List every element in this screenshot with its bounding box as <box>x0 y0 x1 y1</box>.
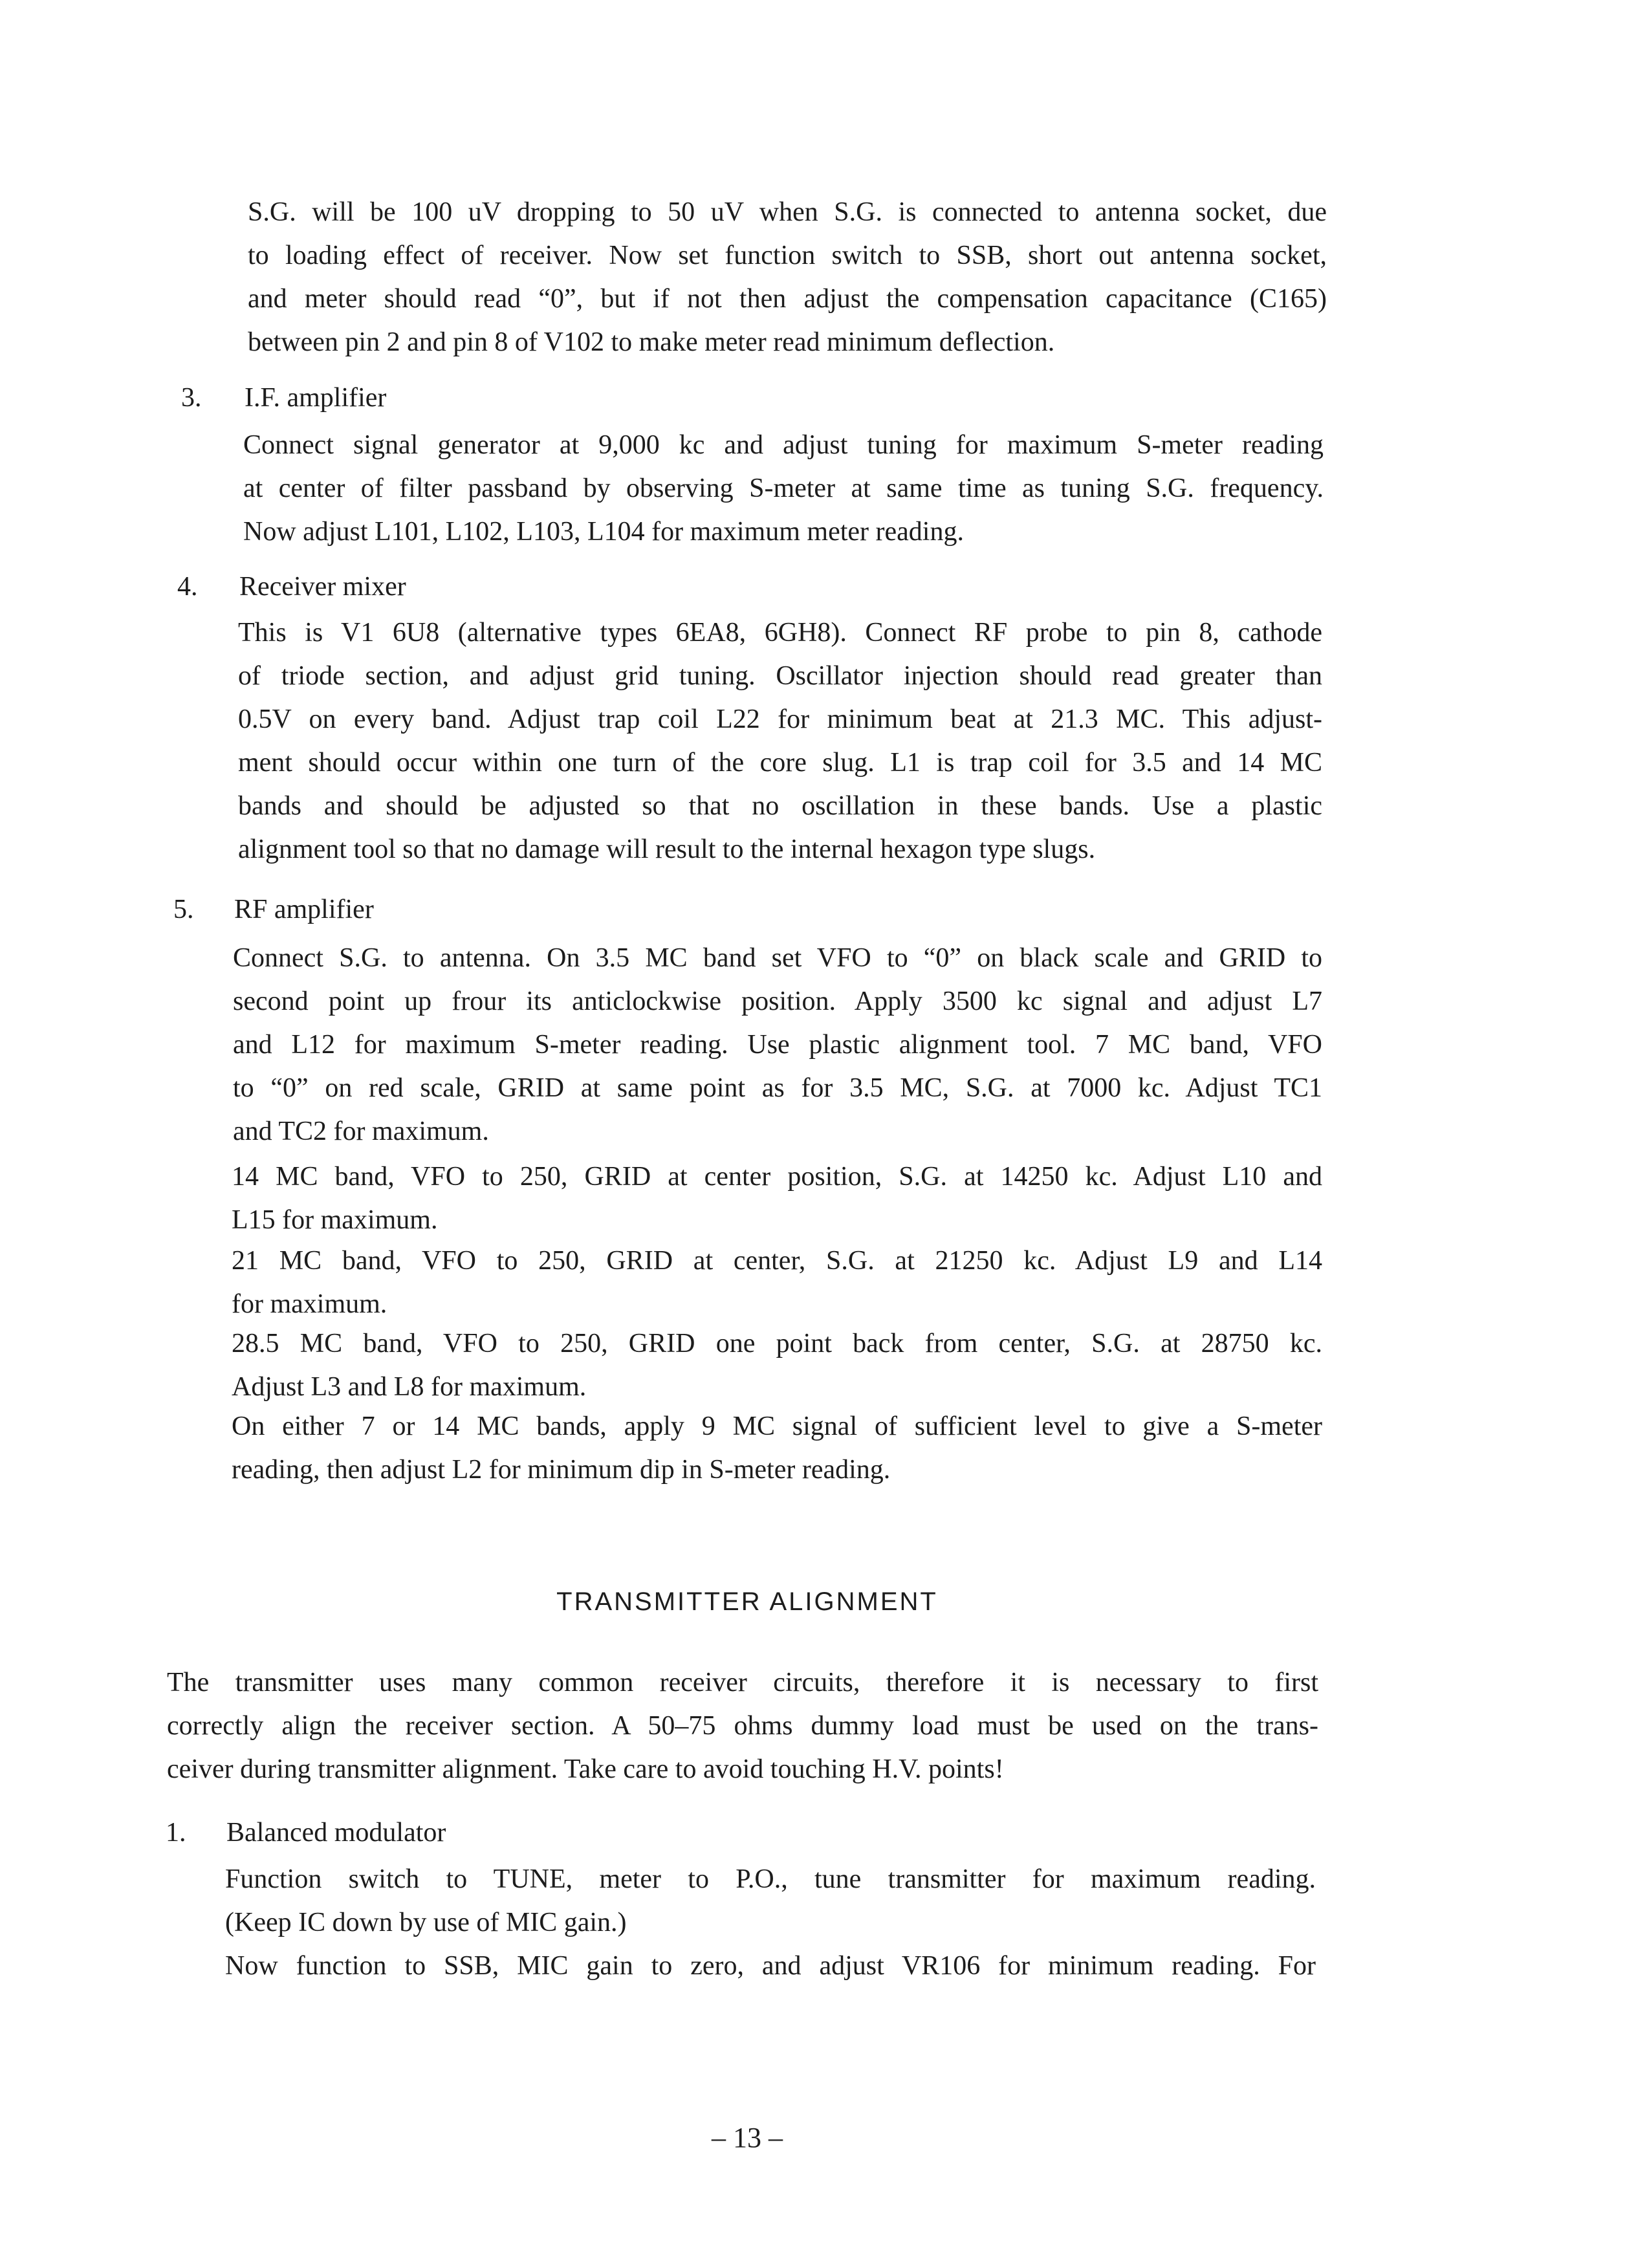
step-number: 3. <box>181 383 202 413</box>
text-line: Now function to SSB, MIC gain to zero, and adjust VR106 for minimum reading. For <box>225 1951 1316 1981</box>
step-body <box>243 424 1324 554</box>
step-heading: I.F. amplifier <box>245 383 387 413</box>
text-line: and TC2 for maximum. <box>233 1117 489 1146</box>
step-body <box>238 611 1322 871</box>
text-line: S.G. will be 100 uV dropping to 50 uV when S.G. is connected to antenna socket, due <box>248 197 1327 227</box>
text-line: 14 MC band, VFO to 250, GRID at center position, S.G. at 14250 kc. Adjust L10 and <box>232 1162 1322 1192</box>
text-line: Adjust L3 and L8 for maximum. <box>232 1372 587 1402</box>
text-line: (Keep IC down by use of MIC gain.) <box>225 1908 627 1937</box>
text-line: ceiver during transmitter alignment. Take care to avoid touching H.V. points! <box>167 1754 1004 1784</box>
text-line: at center of filter passband by observing S-meter at same time as tuning S.G. frequency. <box>243 474 1324 503</box>
text-line: to “0” on red scale, GRID at same point as for 3.5 MC, S.G. at 7000 kc. Adjust TC1 <box>233 1073 1322 1103</box>
section-title: TRANSMITTER ALIGNMENT <box>556 1587 938 1616</box>
text-line: Connect signal generator at 9,000 kc and adjust tuning for maximum S-meter reading <box>243 430 1324 460</box>
text-line: reading, then adjust L2 for minimum dip in S-meter reading. <box>232 1455 891 1485</box>
text-line: ment should occur within one turn of the core slug. L1 is trap coil for 3.5 and 14 MC <box>238 748 1322 778</box>
text-line: L15 for maximum. <box>232 1205 438 1235</box>
page-number: – 13 – <box>712 2122 783 2154</box>
step-body <box>232 1322 1322 1409</box>
text-line: correctly align the receiver section. A 50–75 ohms dummy load must be used on the trans- <box>167 1711 1318 1741</box>
text-line: of triode section, and adjust grid tuning. Oscillator injection should read greater than <box>238 661 1322 691</box>
transmitter-intro <box>167 1661 1318 1791</box>
text-line: This is V1 6U8 (alternative types 6EA8, 6GH8). Connect RF probe to pin 8, cathode <box>238 618 1322 648</box>
text-line: 0.5V on every band. Adjust trap coil L22 for minimum beat at 21.3 MC. This adjust- <box>238 704 1322 734</box>
text-line: for maximum. <box>232 1289 387 1319</box>
step-body <box>232 1405 1322 1492</box>
text-line: 28.5 MC band, VFO to 250, GRID one point back from center, S.G. at 28750 kc. <box>232 1329 1322 1358</box>
step-number: 4. <box>177 572 198 602</box>
step-body <box>232 1155 1322 1242</box>
text-line: The transmitter uses many common receiver circuits, therefore it is necessary to first <box>167 1668 1318 1697</box>
step-number: 1. <box>166 1818 186 1848</box>
text-line: alignment tool so that no damage will result to the internal hexagon type slugs. <box>238 834 1096 864</box>
text-line: and L12 for maximum S-meter reading. Use plastic alignment tool. 7 MC band, VFO <box>233 1030 1322 1060</box>
step-number: 5. <box>173 895 194 924</box>
text-line: Now adjust L101, L102, L103, L104 for maximum meter reading. <box>243 517 964 547</box>
step-body <box>233 937 1322 1153</box>
step-body <box>225 1858 1316 1988</box>
text-line: second point up frour its anticlockwise position. Apply 3500 kc signal and adjust L7 <box>233 987 1322 1016</box>
text-line: between pin 2 and pin 8 of V102 to make meter read minimum deflection. <box>248 327 1055 357</box>
text-line: Function switch to TUNE, meter to P.O., tune transmitter for maximum reading. <box>225 1864 1316 1894</box>
step-heading: RF amplifier <box>234 895 374 924</box>
text-line: and meter should read “0”, but if not then adjust the compensation capacitance (C165) <box>248 284 1327 314</box>
step-heading: Receiver mixer <box>239 572 406 602</box>
step-heading: Balanced modulator <box>226 1818 446 1848</box>
intro-paragraph <box>248 191 1327 364</box>
step-body <box>232 1239 1322 1326</box>
text-line: On either 7 or 14 MC bands, apply 9 MC signal of sufficient level to give a S-meter <box>232 1412 1322 1441</box>
text-line: to loading effect of receiver. Now set function switch to SSB, short out antenna socket, <box>248 241 1327 270</box>
text-line: 21 MC band, VFO to 250, GRID at center, S.G. at 21250 kc. Adjust L9 and L14 <box>232 1246 1322 1276</box>
text-line: Connect S.G. to antenna. On 3.5 MC band set VFO to “0” on black scale and GRID to <box>233 943 1322 973</box>
text-line: bands and should be adjusted so that no oscillation in these bands. Use a plastic <box>238 791 1322 821</box>
